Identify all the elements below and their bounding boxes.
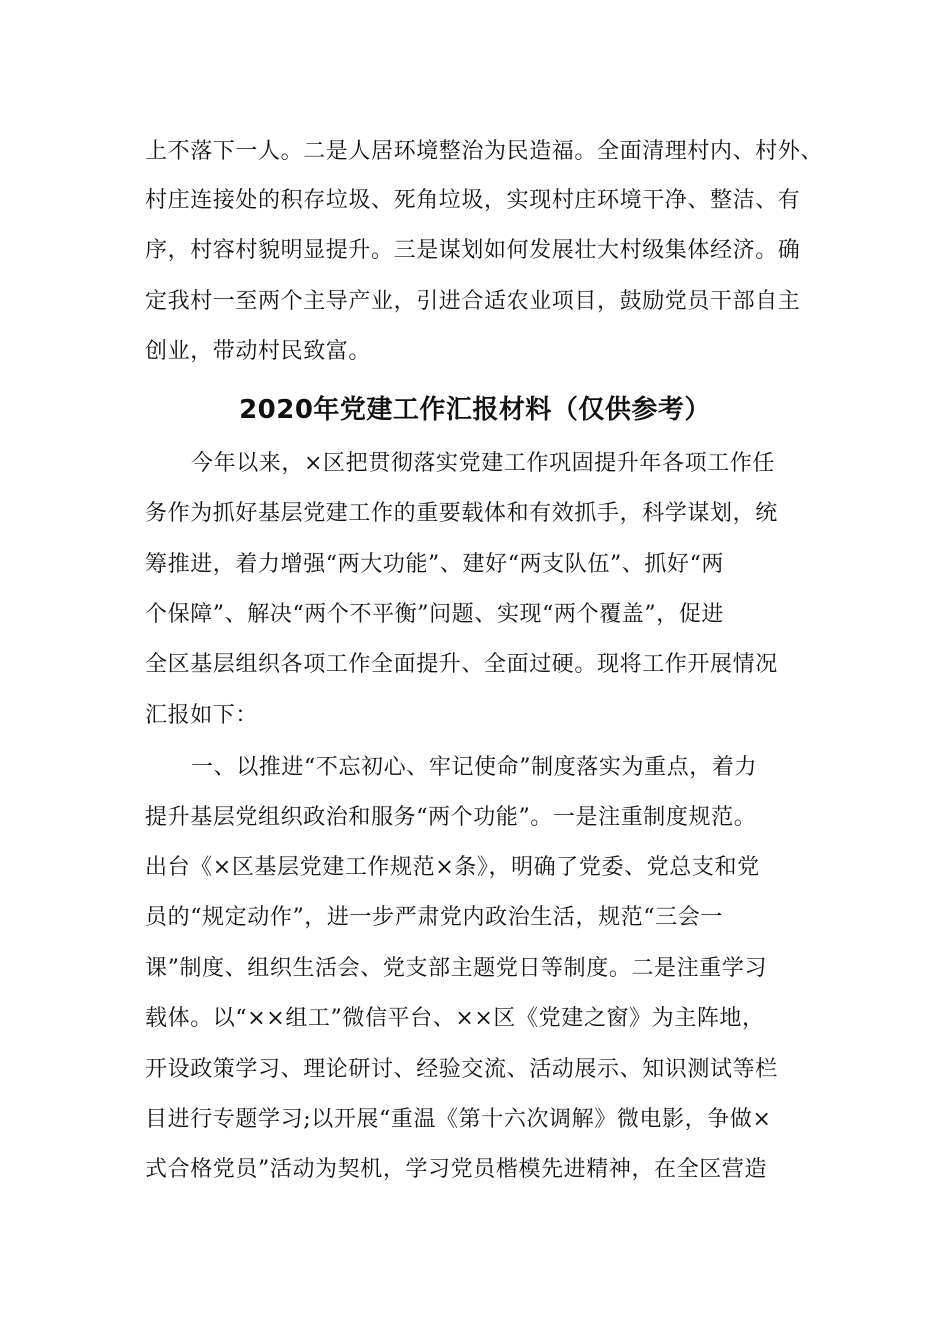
- paragraph-line: 目进行专题学习;以开展“重温《第十六次调解》微电影，争做×: [145, 1107, 772, 1132]
- paragraph-line: 出台《×区基层党建工作规范×条》，明确了党委、党总支和党: [145, 855, 760, 880]
- intro-line: 定我村一至两个主导产业，引进合适农业项目，鼓励党员干部自主: [145, 289, 801, 314]
- paragraph-line: 提升基层党组织政治和服务“两个功能”。一是注重制度规范。: [145, 805, 757, 830]
- intro-line: 村庄连接处的积存垃圾、死角垃圾，实现村庄环境干净、整洁、有: [145, 188, 801, 213]
- intro-line: 创业，带动村民致富。: [145, 339, 372, 364]
- paragraph-line: 载体。以“××组工”微信平台、××区《党建之窗》为主阵地，: [145, 1006, 765, 1031]
- paragraph-line: 全区基层组织各项工作全面提升、全面过硬。现将工作开展情况: [145, 652, 778, 677]
- paragraph-line: 员的“规定动作”，进一步严肃党内政治生活，规范“三会一: [145, 905, 723, 930]
- paragraph-line: 课”制度、组织生活会、党支部主题党日等制度。二是注重学习: [145, 956, 768, 981]
- intro-line: 上不落下一人。二是人居环境整治为民造福。全面清理村内、村外、: [145, 139, 824, 164]
- paragraph-line: 式合格党员”活动为契机，学习党员楷模先进精神，在全区营造: [145, 1157, 768, 1182]
- document-title: 2020年党建工作汇报材料（仅供参考）: [239, 395, 711, 425]
- paragraph-line: 开设政策学习、理论研讨、经验交流、活动展示、知识测试等栏: [145, 1057, 778, 1082]
- paragraph-line: 一、以推进“不忘初心、牢记使命”制度落实为重点，着力: [191, 755, 758, 780]
- paragraph-line: 个保障”、解决“两个不平衡”问题、实现“两个覆盖”，促进: [145, 602, 725, 627]
- paragraph-line: 今年以来，×区把贯彻落实党建工作巩固提升年各项工作任: [191, 451, 776, 476]
- intro-line: 序，村容村貌明显提升。三是谋划如何发展壮大村级集体经济。确: [145, 238, 801, 263]
- paragraph-line: 汇报如下：: [145, 703, 259, 728]
- paragraph-line: 务作为抓好基层党建工作的重要载体和有效抓手，科学谋划，统: [145, 501, 778, 526]
- paragraph-line: 筹推进，着力增强“两大功能”、建好“两支队伍”、抓好“两: [145, 552, 725, 577]
